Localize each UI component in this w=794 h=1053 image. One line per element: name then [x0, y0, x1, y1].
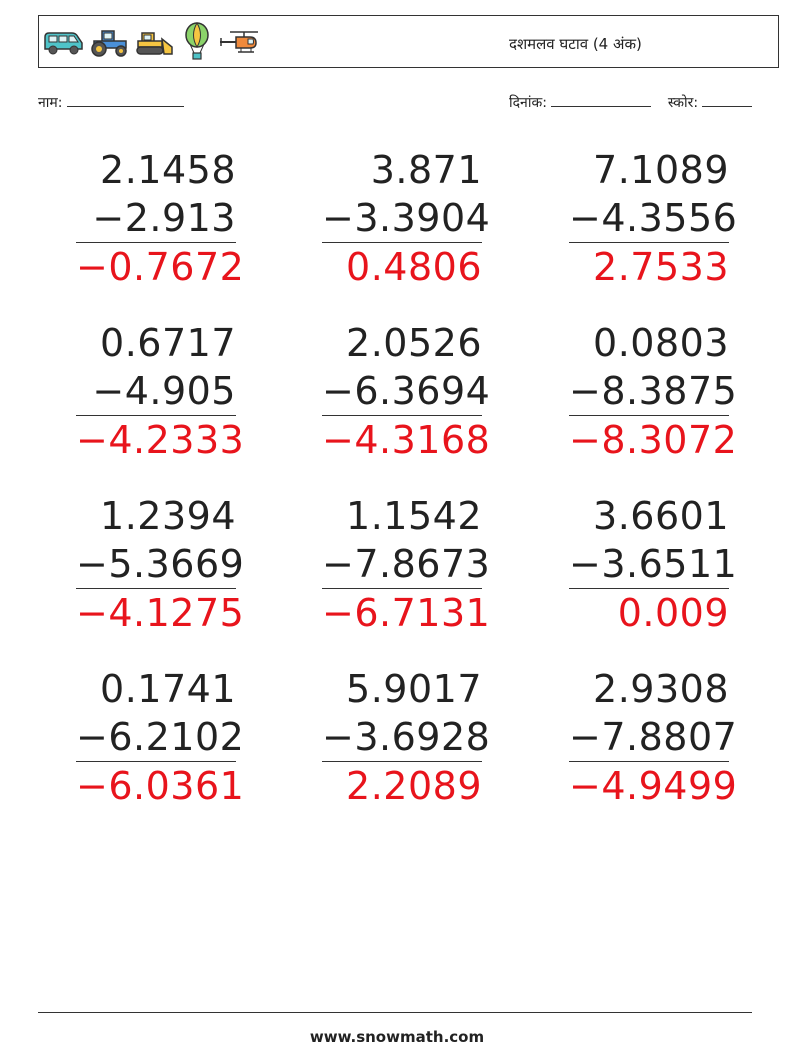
subtrahend: −7.8807 — [569, 713, 729, 762]
name-label: नाम: — [38, 95, 63, 111]
footer-website: www.snowmath.com — [309, 1028, 485, 1046]
subtrahend: −8.3875 — [569, 367, 729, 416]
subtrahend: −3.6511 — [569, 540, 729, 589]
minuend: 3.6601 — [593, 494, 729, 538]
answer: −4.2333 — [76, 418, 245, 462]
minuend: 5.9017 — [346, 667, 482, 711]
minuend: 2.1458 — [100, 148, 236, 192]
name-blank[interactable] — [67, 93, 184, 107]
answer: 0.4806 — [346, 245, 482, 289]
subtrahend: −4.905 — [76, 367, 236, 416]
answer: −6.0361 — [76, 764, 245, 808]
answer: 2.2089 — [346, 764, 482, 808]
subtraction-problem — [569, 146, 738, 291]
subtrahend: −7.8673 — [322, 540, 482, 589]
date-score-fields — [509, 93, 752, 112]
subtraction-problem — [569, 665, 738, 810]
score-label: स्कोर: — [667, 95, 699, 111]
subtraction-problem — [322, 492, 491, 637]
minuend: 1.2394 — [100, 494, 236, 538]
worksheet-title: दशमलव घटाव (4 अंक) — [509, 35, 642, 53]
minuend: 0.0803 — [593, 321, 729, 365]
date-label: दिनांक: — [509, 95, 547, 111]
subtraction-problem — [322, 146, 491, 291]
name-field[interactable] — [38, 93, 184, 112]
subtraction-problem — [76, 146, 245, 291]
date-blank[interactable] — [551, 93, 651, 107]
subtraction-problem — [76, 492, 245, 637]
score-blank[interactable] — [702, 93, 752, 107]
answer: −4.9499 — [569, 764, 738, 808]
subtraction-problem — [76, 319, 245, 464]
subtraction-problem — [569, 492, 738, 637]
answer: −8.3072 — [569, 418, 738, 462]
helicopter-icon — [218, 27, 262, 57]
subtrahend: −3.3904 — [322, 194, 482, 243]
hot-air-balloon-icon — [180, 22, 214, 62]
subtrahend: −6.2102 — [76, 713, 236, 762]
minuend: 0.1741 — [100, 667, 236, 711]
bulldozer-icon — [134, 27, 176, 57]
minuend: 2.0526 — [346, 321, 482, 365]
subtrahend: −6.3694 — [322, 367, 482, 416]
answer: 2.7533 — [593, 245, 729, 289]
footer-divider — [38, 1012, 752, 1013]
subtrahend: −4.3556 — [569, 194, 729, 243]
answer: 0.009 — [617, 591, 729, 635]
answer: −0.7672 — [76, 245, 245, 289]
subtraction-problem — [322, 665, 491, 810]
subtrahend: −3.6928 — [322, 713, 482, 762]
answer: −4.3168 — [322, 418, 491, 462]
subtrahend: −5.3669 — [76, 540, 236, 589]
answer: −6.7131 — [322, 591, 491, 635]
minuend: 0.6717 — [100, 321, 236, 365]
minuend: 3.871 — [370, 148, 482, 192]
minuend: 1.1542 — [346, 494, 482, 538]
subtraction-problem — [76, 665, 245, 810]
subtraction-problem — [322, 319, 491, 464]
subtraction-problem — [569, 319, 738, 464]
subtrahend: −2.913 — [76, 194, 236, 243]
minuend: 2.9308 — [593, 667, 729, 711]
worksheet-header — [38, 15, 779, 68]
tractor-icon — [88, 27, 130, 57]
minuend: 7.1089 — [593, 148, 729, 192]
header-icons — [42, 22, 266, 62]
answer: −4.1275 — [76, 591, 245, 635]
car-icon — [42, 27, 84, 57]
